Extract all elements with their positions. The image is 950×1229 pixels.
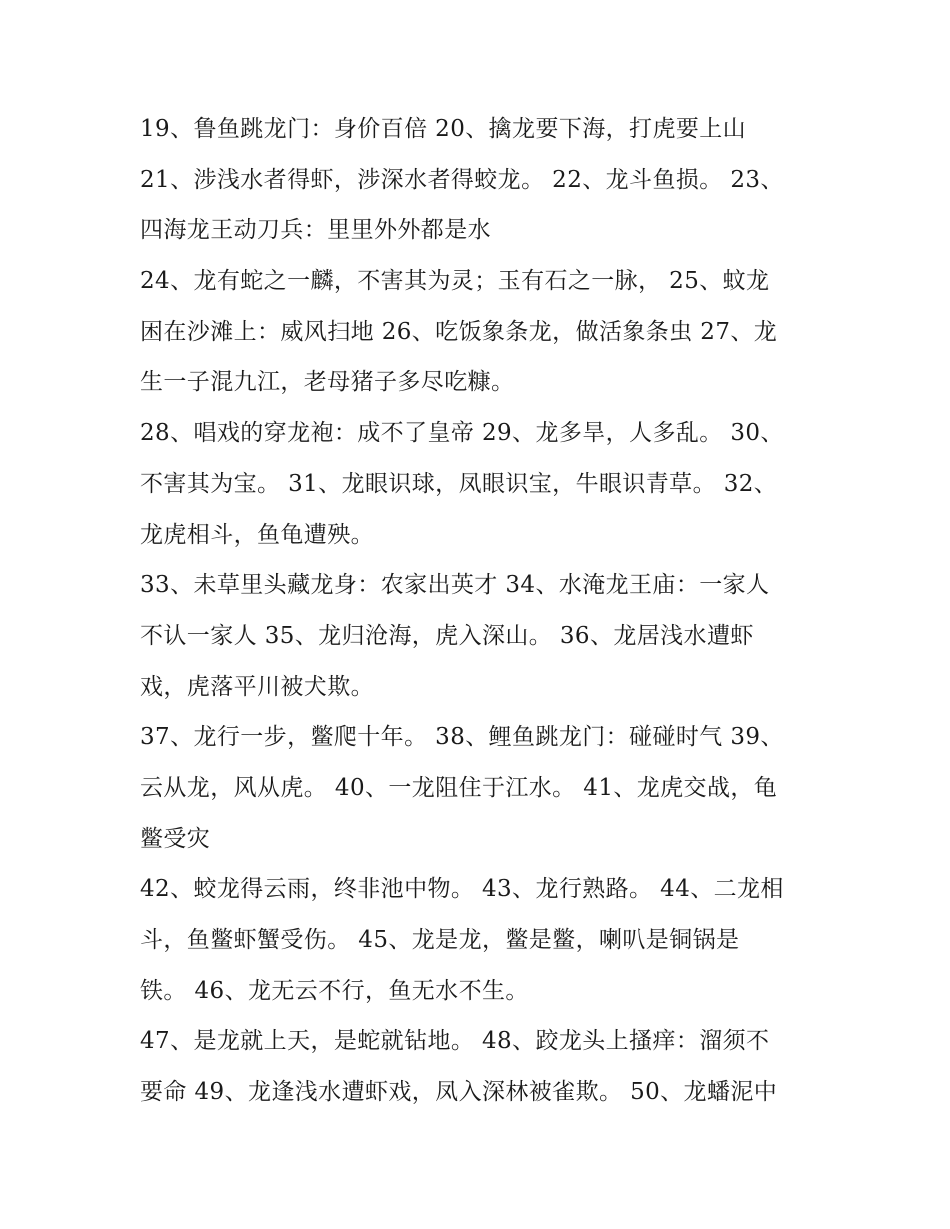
text-line: 斗，鱼鳖虾蟹受伤。 45、龙是龙，鳖是鳖，喇叭是铜锅是 bbox=[140, 927, 740, 953]
text-line: 困在沙滩上：威风扫地 26、吃饭象条龙，做活象条虫 27、龙 bbox=[140, 318, 778, 345]
text-line: 42、蛟龙得云雨，终非池中物。 43、龙行熟路。 44、二龙相 bbox=[140, 876, 784, 903]
text-line: 要命 49、龙逢浅水遭虾戏，凤入深林被雀欺。 50、龙蟠泥中 bbox=[140, 1079, 778, 1106]
text-line: 21、涉浅水者得虾，涉深水者得蛟龙。 22、龙斗鱼损。 23、 bbox=[140, 166, 784, 193]
text-line: 铁。 46、龙无云不行，鱼无水不生。 bbox=[140, 977, 529, 1004]
text-line: 24、龙有蛇之一麟，不害其为灵；玉有石之一脉， 25、蚊龙 bbox=[140, 268, 770, 295]
text-line: 19、鲁鱼跳龙门：身价百倍 20、擒龙要下海，打虎要上山 bbox=[140, 116, 747, 142]
text-line: 云从龙，风从虎。 40、一龙阻住于江水。 41、龙虎交战，龟 bbox=[140, 774, 778, 801]
document-body bbox=[140, 104, 820, 1118]
text-line: 四海龙王动刀兵：里里外外都是水 bbox=[140, 217, 491, 244]
text-line: 不认一家人 35、龙归沧海，虎入深山。 36、龙居浅水遭虾 bbox=[140, 622, 754, 649]
text-line: 33、未草里头藏龙身：农家出英才 34、水淹龙王庙：一家人 bbox=[140, 572, 770, 599]
text-line: 鳖受灾 bbox=[140, 825, 211, 852]
text-line: 37、龙行一步，鳖爬十年。 38、鲤鱼跳龙门：碰碰时气 39、 bbox=[140, 724, 784, 751]
text-line: 28、唱戏的穿龙袍：成不了皇帝 29、龙多旱，人多乱。 30、 bbox=[140, 420, 784, 447]
text-line: 不害其为宝。 31、龙眼识球，凤眼识宝，牛眼识青草。 32、 bbox=[140, 470, 778, 497]
text-line: 生一子混九江，老母猪子多尽吃糠。 bbox=[140, 369, 515, 396]
text-line: 47、是龙就上天，是蛇就钻地。 48、跤龙头上搔痒：溜须不 bbox=[140, 1028, 770, 1055]
text-line: 戏，虎落平川被犬欺。 bbox=[140, 673, 374, 700]
text-line: 龙虎相斗，鱼龟遭殃。 bbox=[140, 521, 374, 548]
